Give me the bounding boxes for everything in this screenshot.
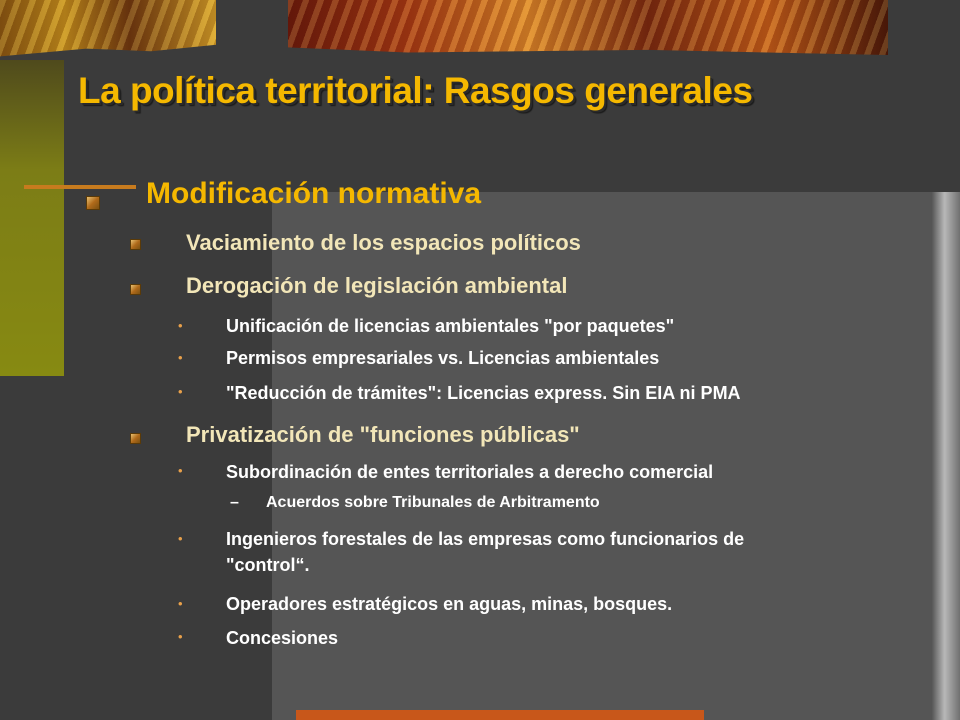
list-item: Acuerdos sobre Tribunales de Arbitramento	[266, 494, 600, 511]
section-heading: Modificación normativa	[146, 177, 482, 210]
decorative-photo-left	[0, 0, 216, 64]
decorative-olive-strip	[0, 60, 64, 376]
bullet-dot-icon: •	[178, 350, 183, 365]
list-item: Operadores estratégicos en aguas, minas, bosques.	[226, 594, 673, 614]
bullet-icon	[130, 239, 141, 250]
decorative-bottom-bar	[296, 710, 704, 720]
decorative-photo-right	[288, 0, 888, 64]
bullet-icon	[86, 196, 100, 210]
list-item: Derogación de legislación ambiental	[186, 273, 568, 298]
list-item: Concesiones	[226, 628, 339, 648]
bullet-dot-icon: •	[178, 463, 183, 478]
list-item: Subordinación de entes territoriales a derecho comercial	[226, 462, 714, 482]
list-item: Unificación de licencias ambientales "por paquetes"	[226, 316, 675, 336]
bullet-dot-icon: •	[178, 531, 183, 546]
list-item: Ingenieros forestales de las empresas como funcionarios de	[226, 529, 745, 549]
bullet-icon	[130, 284, 141, 295]
list-item: Privatización de "funciones públicas"	[186, 422, 580, 447]
list-item: "Reducción de trámites": Licencias express. Sin EIA ni PMA	[226, 383, 741, 403]
background-panel-edge	[932, 192, 960, 720]
bullet-icon	[130, 433, 141, 444]
bullet-dot-icon: •	[178, 318, 183, 333]
bullet-dot-icon: •	[178, 629, 183, 644]
decorative-divider	[24, 185, 136, 189]
bullet-dot-icon: •	[178, 384, 183, 399]
dash-marker: –	[230, 494, 239, 511]
list-item: Vaciamiento de los espacios políticos	[186, 230, 581, 255]
bullet-dot-icon: •	[178, 596, 183, 611]
list-item-continuation: "control“.	[226, 555, 310, 575]
list-item: Permisos empresariales vs. Licencias ambientales	[226, 348, 660, 368]
background-panel	[272, 192, 960, 720]
slide-title: La política territorial: Rasgos generales	[78, 70, 753, 111]
